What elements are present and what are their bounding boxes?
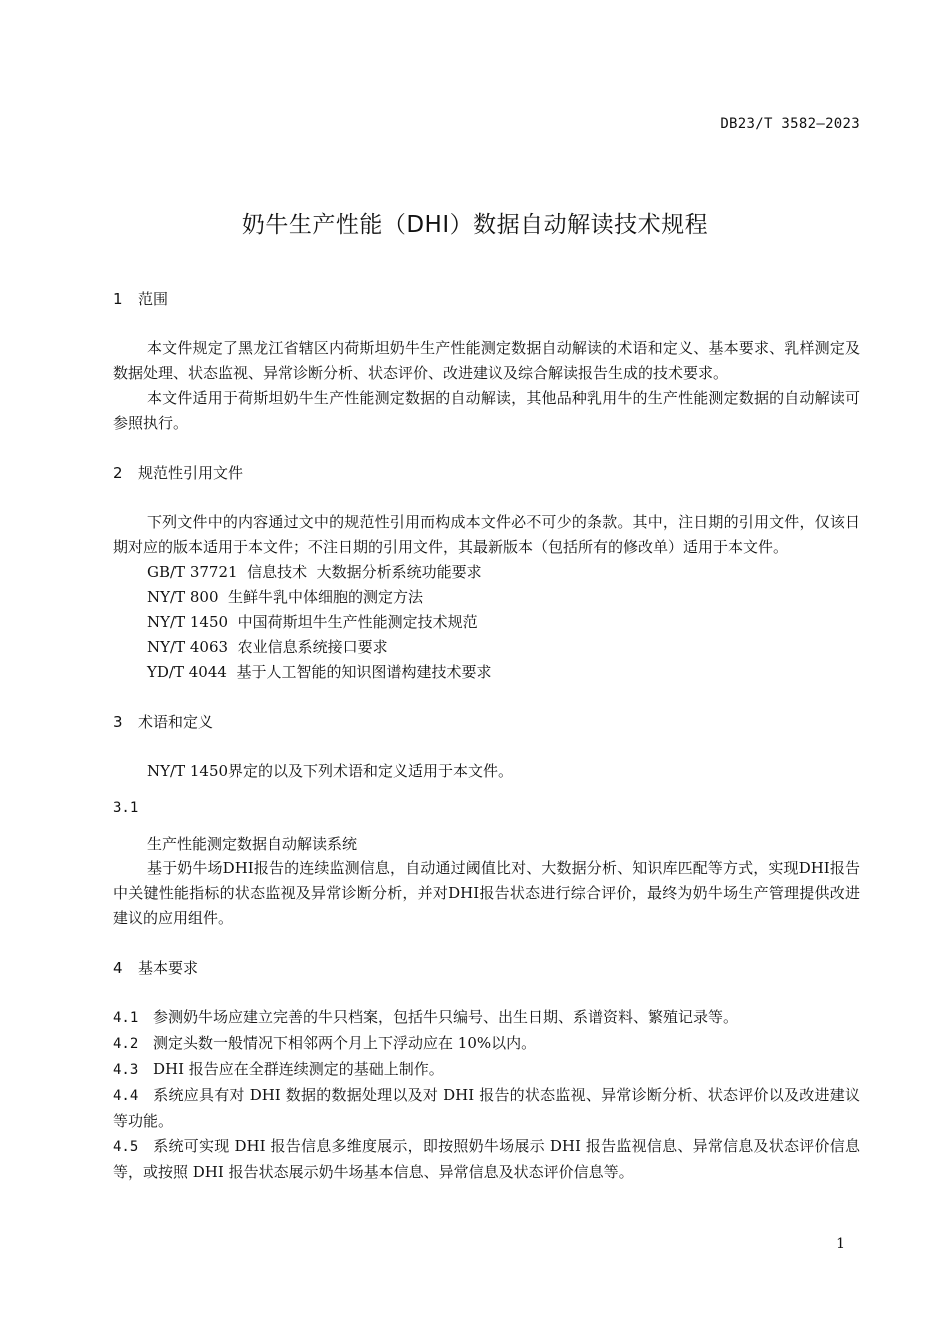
requirement-item <box>113 1005 860 1031</box>
section-number: 4 <box>113 959 123 977</box>
requirement-text: 参测奶牛场应建立完善的牛只档案，包括牛只编号、出生日期、系谱资料、繁殖记录等。 <box>153 1008 739 1026</box>
requirement-number: 4.1 <box>113 1010 139 1026</box>
requirement-item <box>113 1057 860 1083</box>
section-1-heading <box>113 287 860 311</box>
requirement-number: 4.4 <box>113 1088 139 1104</box>
reference-item: NY/T 4063 农业信息系统接口要求 <box>147 638 388 656</box>
paragraph: 本文件规定了黑龙江省辖区内荷斯坦奶牛生产性能测定数据自动解读的术语和定义、基本要求、乳样测定及数据处理、状态监视、异常诊断分析、状态评价、改进建议及综合解读报告生成的技术要求。 <box>113 339 860 382</box>
requirement-number: 4.5 <box>113 1139 139 1155</box>
reference-item: NY/T 1450 中国荷斯坦牛生产性能测定技术规范 <box>147 613 478 631</box>
requirement-item <box>113 1083 860 1134</box>
requirement-item <box>113 1031 860 1057</box>
section-title: 基本要求 <box>138 959 199 977</box>
term-definition: 基于奶牛场DHI报告的连续监测信息，自动通过阈值比对、大数据分析、知识库匹配等方式，实现DHI报告中关键性能指标的状态监视及异常诊断分析，并对DHI报告状态进行综合评价，最终为奶牛场生产管理提供改进建议的应用组件。 <box>113 859 860 927</box>
requirement-text: DHI 报告应在全群连续测定的基础上制作。 <box>153 1060 444 1078</box>
section-title: 术语和定义 <box>138 713 214 731</box>
document-body <box>113 287 860 1185</box>
requirement-item <box>113 1134 860 1185</box>
paragraph: NY/T 1450界定的以及下列术语和定义适用于本文件。 <box>147 762 514 780</box>
section-number: 3 <box>113 713 123 731</box>
requirement-text: 测定头数一般情况下相邻两个月上下浮动应在 10%以内。 <box>153 1034 537 1052</box>
reference-item: NY/T 800 生鲜牛乳中体细胞的测定方法 <box>147 588 424 606</box>
section-title: 范围 <box>138 290 169 308</box>
section-2-heading <box>113 461 860 485</box>
section-4-heading <box>113 956 860 980</box>
term-name: 生产性能测定数据自动解读系统 <box>147 835 358 853</box>
requirement-text: 系统可实现 DHI 报告信息多维度展示，即按照奶牛场展示 DHI 报告监视信息、异常信息及状态评价信息等，或按照 DHI 报告状态展示奶牛场基本信息、异常信息及状态评价信息等。 <box>113 1137 860 1181</box>
section-3-heading <box>113 710 860 734</box>
requirement-text: 系统应具有对 DHI 数据的数据处理以及对 DHI 报告的状态监视、异常诊断分析、状态评价以及改进建议等功能。 <box>113 1086 860 1130</box>
paragraph: 下列文件中的内容通过文中的规范性引用而构成本文件必不可少的条款。其中，注日期的引用文件，仅该日期对应的版本适用于本文件；不注日期的引用文件，其最新版本（包括所有的修改单）适用于本文件。 <box>113 513 860 556</box>
document-title: 奶牛生产性能（DHI）数据自动解读技术规程 <box>241 212 709 238</box>
paragraph: 本文件适用于荷斯坦奶牛生产性能测定数据的自动解读，其他品种乳用牛的生产性能测定数据的自动解读可参照执行。 <box>113 389 860 432</box>
reference-item: GB/T 37721 信息技术 大数据分析系统功能要求 <box>147 563 482 581</box>
section-number: 1 <box>113 290 123 308</box>
reference-item: YD/T 4044 基于人工智能的知识图谱构建技术要求 <box>147 663 492 681</box>
requirement-number: 4.3 <box>113 1062 139 1078</box>
section-number: 2 <box>113 464 123 482</box>
requirement-number: 4.2 <box>113 1036 139 1052</box>
section-title: 规范性引用文件 <box>138 464 244 482</box>
term-number: 3.1 <box>113 800 139 816</box>
page-number: 1 <box>836 1236 845 1252</box>
document-code: DB23/T 3582—2023 <box>720 116 860 132</box>
